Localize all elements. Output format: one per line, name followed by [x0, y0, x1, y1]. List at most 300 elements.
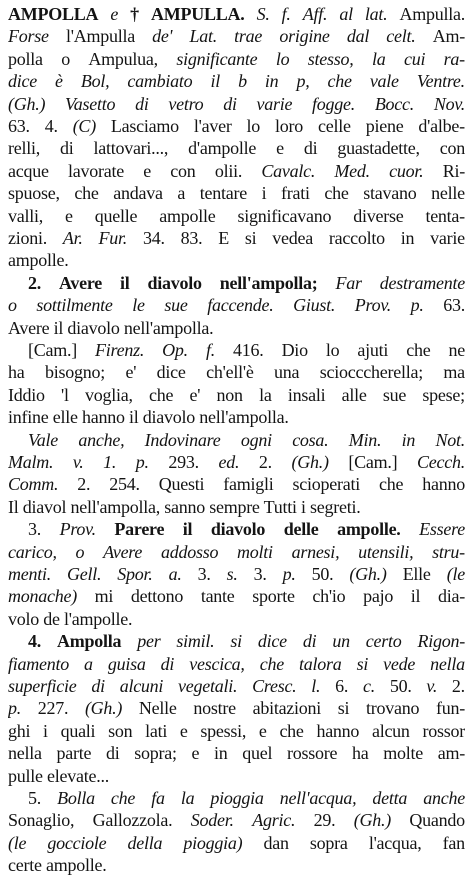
word: con — [439, 138, 465, 159]
word: p. — [135, 452, 149, 472]
word: si — [337, 698, 350, 719]
text-line — [8, 808, 465, 832]
word: Essere — [419, 519, 465, 540]
word: c. — [362, 676, 375, 696]
word: celle — [318, 116, 351, 136]
word: il — [210, 71, 220, 92]
text-line — [8, 293, 465, 317]
word: 2. — [28, 272, 41, 293]
word: Rigon- — [417, 631, 465, 652]
word: il — [120, 272, 130, 293]
text-line — [8, 159, 465, 183]
text-line — [8, 607, 465, 631]
text-line — [28, 428, 465, 452]
word: vale — [369, 71, 399, 92]
word: (C) — [72, 116, 96, 136]
word: anche — [423, 788, 465, 808]
word: polla — [8, 48, 43, 69]
word: di — [105, 743, 120, 764]
word: Spor. — [117, 564, 153, 584]
word: di — [59, 138, 74, 159]
word: si — [244, 228, 257, 248]
word: vescica, — [189, 653, 245, 674]
word: voglia, — [85, 384, 133, 405]
word: Soder. — [190, 810, 234, 831]
word: detta — [372, 788, 408, 808]
word: e — [110, 4, 119, 24]
word: non — [216, 384, 243, 405]
word: alcun — [371, 720, 410, 741]
word: v. — [426, 676, 438, 696]
word: pioggia) — [183, 832, 243, 853]
word: vede — [383, 653, 416, 674]
word: f. — [205, 340, 215, 360]
word: monache) — [8, 586, 77, 607]
word: valli, — [8, 205, 43, 226]
word: di — [302, 631, 317, 652]
word: dettono — [130, 586, 184, 607]
word: sporte — [252, 586, 295, 607]
word: Lasciamo — [110, 116, 179, 136]
word: ma — [443, 362, 465, 383]
word: utensili, — [358, 541, 414, 562]
text-line — [8, 226, 465, 250]
word: cambiato — [127, 71, 193, 92]
word: guastadette, — [337, 138, 420, 159]
word: Gallozzola. — [92, 810, 173, 831]
word: p. — [282, 564, 296, 584]
word: una — [274, 362, 300, 383]
word: Nov. — [433, 93, 465, 114]
word: a — [177, 183, 186, 204]
word: [Cam.] — [348, 452, 398, 472]
word: tenta- — [425, 205, 465, 226]
word: 83. — [180, 228, 203, 248]
word: Far — [335, 272, 362, 293]
word: origine — [279, 26, 330, 47]
word: lattovari..., — [93, 138, 169, 159]
text-run: volo de l'ampolle. — [8, 608, 133, 629]
word: vedea — [272, 228, 313, 248]
word: 63. — [443, 295, 465, 316]
word: al — [339, 4, 353, 24]
word: in — [400, 228, 415, 248]
word: Avere — [58, 272, 103, 293]
word: scioperati — [292, 474, 360, 495]
word: Fur. — [98, 228, 128, 248]
word: la — [259, 384, 272, 405]
word: Elle — [402, 564, 431, 584]
word: bisogno; — [44, 362, 105, 383]
word: Vasetto — [65, 93, 116, 114]
word: (Gh.) — [84, 698, 123, 719]
word: con — [170, 160, 196, 181]
word: v. — [72, 452, 84, 472]
word: spessi, — [200, 720, 247, 741]
word: destramente — [379, 272, 465, 293]
word: arnesi, — [291, 541, 340, 562]
word: zioni. — [8, 228, 47, 248]
word: Iddio — [8, 384, 45, 405]
word: diavolo — [210, 519, 266, 540]
word: (Gh.) — [8, 93, 46, 114]
word: 63. — [8, 116, 30, 136]
word: Ar. — [62, 228, 83, 248]
word: AMPULLA. — [150, 4, 245, 24]
word: l. — [311, 676, 321, 696]
word: e — [179, 720, 188, 741]
word: tante — [200, 586, 235, 607]
word: guisa — [107, 653, 146, 674]
word: Not. — [435, 429, 465, 450]
word: menti. — [8, 564, 51, 584]
text-line — [28, 786, 465, 810]
word: che — [406, 340, 431, 360]
text-line — [8, 383, 465, 407]
word: d'ampolle — [188, 138, 257, 159]
word: 4. — [28, 631, 41, 652]
text-line — [8, 764, 465, 788]
word: che — [149, 384, 174, 405]
word: 'l — [61, 384, 69, 405]
text-line — [8, 540, 465, 564]
word: Med. — [334, 160, 370, 181]
text-line — [8, 181, 465, 205]
word: stavano — [363, 183, 417, 204]
word: ha — [8, 362, 25, 383]
word: Giust. — [293, 295, 336, 316]
word: s. — [226, 564, 238, 584]
word: anche, — [78, 429, 125, 450]
word: Aff. — [302, 4, 328, 24]
word: loro — [275, 116, 304, 136]
word: sue — [382, 384, 407, 405]
word: Bolla — [57, 788, 95, 808]
word: diavolo — [147, 272, 202, 293]
text-line — [8, 316, 465, 340]
word: lavorate — [68, 160, 124, 181]
text-line — [8, 69, 465, 93]
word: am- — [437, 743, 465, 764]
word: ampolle — [159, 205, 216, 226]
word: Parere — [114, 519, 165, 540]
text-line — [8, 450, 465, 474]
word: Ri- — [442, 160, 465, 181]
text-line — [8, 114, 465, 138]
word: gocciole — [47, 832, 107, 853]
word: sue — [164, 295, 188, 316]
word: varie — [430, 228, 465, 248]
word: son — [108, 720, 133, 741]
word: hanno — [422, 474, 465, 495]
word: nella — [430, 653, 465, 674]
word: 1. — [103, 452, 117, 472]
word: 2. — [77, 474, 91, 495]
word: Min. — [348, 429, 382, 450]
word: simil. — [176, 631, 215, 652]
word: cuor. — [389, 160, 424, 181]
word: AMPOLLA — [8, 4, 99, 24]
word: l'acqua, — [368, 832, 422, 853]
word: Cecch. — [417, 452, 465, 472]
text-line — [8, 204, 465, 228]
word: Ampulua, — [88, 48, 158, 69]
word: e — [191, 743, 200, 764]
text-line — [8, 24, 465, 48]
word: ch'io — [312, 586, 346, 607]
word: talora — [299, 653, 342, 674]
word: in — [264, 71, 279, 92]
word: fun- — [435, 698, 465, 719]
word: della — [127, 832, 163, 853]
word: che — [379, 474, 404, 495]
word: che — [279, 720, 304, 741]
word: o — [75, 541, 85, 562]
word: Bol, — [80, 71, 110, 92]
word: di — [91, 676, 105, 696]
word: nostre — [193, 698, 236, 719]
word: sottilmente — [36, 295, 113, 316]
word: Am- — [432, 26, 465, 47]
word: la — [372, 48, 386, 69]
word: stru- — [432, 541, 465, 562]
word: lat. — [364, 4, 388, 24]
word: 50. — [311, 564, 334, 584]
word: 3. — [197, 564, 211, 584]
text-line — [8, 719, 465, 743]
word: lo — [325, 340, 340, 360]
text-line — [8, 472, 465, 496]
word: molti — [237, 541, 273, 562]
text-line — [28, 271, 465, 295]
word: pajo — [363, 586, 394, 607]
text-line — [28, 338, 465, 362]
text-line — [8, 495, 465, 519]
word: Prov. — [354, 295, 391, 316]
word: Bocc. — [374, 93, 415, 114]
word: ha — [352, 743, 369, 764]
word: parte — [56, 743, 92, 764]
word: e — [258, 720, 267, 741]
text-run: Il diavol nell'ampolla, sanno sempre Tutti i segreti. — [8, 496, 361, 517]
text-run: certe ampolle. — [8, 855, 107, 876]
word: Sonaglio, — [8, 810, 75, 831]
text-line — [8, 47, 465, 71]
word: Avere — [103, 541, 143, 562]
word: sciocccherella; — [319, 362, 423, 383]
word: 5. — [28, 788, 41, 808]
word: e' — [125, 362, 137, 383]
word: vetro — [168, 93, 204, 114]
text-line — [8, 652, 465, 676]
text-line — [8, 562, 465, 586]
word: vegetali. — [178, 676, 238, 696]
word: acque — [8, 160, 49, 181]
word: olii. — [214, 160, 243, 181]
word: famigli — [223, 474, 274, 495]
word: pioggia — [210, 788, 264, 808]
word: lo — [275, 48, 290, 69]
word: E — [218, 228, 229, 248]
word: carico, — [8, 541, 57, 562]
word: 3. — [28, 519, 41, 540]
word: delle — [283, 519, 319, 540]
word: spese; — [422, 384, 465, 405]
word: ogni — [240, 429, 272, 450]
text-line — [28, 629, 465, 653]
word: i — [261, 183, 267, 204]
word: i — [43, 720, 48, 741]
word: e — [65, 205, 73, 226]
word: quel — [242, 743, 273, 764]
text-line — [8, 831, 465, 855]
word: (Gh.) — [291, 452, 329, 472]
word: significavano — [237, 205, 332, 226]
word: che — [74, 183, 99, 204]
word: ampolle. — [337, 519, 401, 540]
word: le — [132, 295, 145, 316]
word: fan — [442, 832, 465, 853]
word: 6. — [335, 676, 349, 696]
text-line — [8, 2, 465, 26]
word: Lat. — [189, 26, 217, 47]
word: cui — [403, 48, 426, 69]
word: di — [135, 93, 149, 114]
text-run: ampolle. — [8, 250, 69, 271]
word: nell'acqua, — [279, 788, 357, 808]
word: alle — [341, 384, 367, 405]
word: quelle — [94, 205, 138, 226]
text-run: infine elle hanno il diavolo nell'ampolla. — [8, 407, 289, 428]
word: Quando — [409, 810, 465, 831]
word: fa — [151, 788, 165, 808]
text-line — [8, 696, 465, 720]
word: Cresc. — [252, 676, 297, 696]
word: stesso, — [307, 48, 354, 69]
word: 254. — [109, 474, 140, 495]
word: si — [356, 653, 369, 674]
word: ed. — [218, 452, 240, 472]
word: addosso — [160, 541, 219, 562]
word: Dio — [281, 340, 308, 360]
word: mi — [94, 586, 114, 607]
word: trae — [234, 26, 263, 47]
word: Comm. — [8, 474, 59, 495]
word: Gell. — [67, 564, 102, 584]
word: Indovinare — [144, 429, 221, 450]
word: dice — [257, 631, 287, 652]
word: alcuni — [119, 676, 164, 696]
word: e — [276, 138, 284, 159]
text-line — [8, 405, 465, 429]
word: S. — [256, 4, 270, 24]
word: d'albe- — [418, 116, 465, 136]
word: frati — [281, 183, 310, 204]
text-line — [8, 584, 465, 608]
word: rossor — [422, 720, 465, 741]
word: Ampolla — [56, 631, 122, 652]
word: nelle — [431, 183, 465, 204]
word: Malm. — [8, 452, 54, 472]
word: certo — [365, 631, 402, 652]
word: hanno — [316, 720, 360, 741]
word: per — [137, 631, 161, 652]
word: faccende. — [207, 295, 274, 316]
word: (Gh.) — [349, 564, 387, 584]
word: 4. — [44, 116, 58, 136]
word: di — [303, 138, 318, 159]
word: è — [55, 71, 63, 92]
text-line — [8, 92, 465, 116]
word: 50. — [389, 676, 412, 696]
word: o — [61, 48, 70, 69]
word: spuose, — [8, 183, 60, 204]
word: dice — [8, 71, 37, 92]
word: de' — [152, 26, 173, 47]
word: il — [410, 586, 421, 607]
word: 3. — [253, 564, 267, 584]
word: rossore — [287, 743, 338, 764]
word: Op. — [162, 340, 188, 360]
word: † — [130, 4, 139, 24]
word: significante — [176, 48, 258, 69]
word: che — [259, 653, 284, 674]
word: insali — [287, 384, 326, 405]
text-line — [8, 674, 465, 698]
word: il — [182, 519, 193, 540]
word: abitazioni — [252, 698, 322, 719]
word: l'aver — [193, 116, 232, 136]
word: 2. — [451, 676, 465, 696]
word: sopra — [309, 832, 348, 853]
word: f. — [281, 4, 291, 24]
text-line — [8, 741, 465, 765]
word: fiamento — [8, 653, 69, 674]
word: ghi — [8, 720, 31, 741]
word: un — [332, 631, 350, 652]
word: nella — [8, 743, 42, 764]
text-line — [8, 853, 465, 877]
text-line — [8, 136, 465, 160]
word: celt. — [386, 26, 416, 47]
word: b — [238, 71, 247, 92]
word: relli, — [8, 138, 40, 159]
word: [Cam.] — [28, 340, 77, 360]
word: Forse — [8, 26, 49, 47]
word: piene — [365, 116, 404, 136]
word: raccolto — [328, 228, 385, 248]
word: ne — [448, 340, 465, 360]
word: di — [223, 93, 237, 114]
word: ra- — [443, 48, 465, 69]
word: di — [160, 653, 175, 674]
word: andava — [113, 183, 163, 204]
word: e' — [189, 384, 201, 405]
word: che — [110, 788, 136, 808]
word: Cavalc. — [261, 160, 316, 181]
word: e — [143, 160, 151, 181]
text-line — [28, 517, 465, 541]
word: Nelle — [138, 698, 177, 719]
word: molte — [383, 743, 423, 764]
word: Questi — [158, 474, 205, 495]
word: p, — [296, 71, 310, 92]
word: lati — [145, 720, 168, 741]
word: cosa. — [292, 429, 329, 450]
word: dal — [346, 26, 370, 47]
word: ch'ell'è — [206, 362, 254, 383]
word: che — [324, 183, 349, 204]
